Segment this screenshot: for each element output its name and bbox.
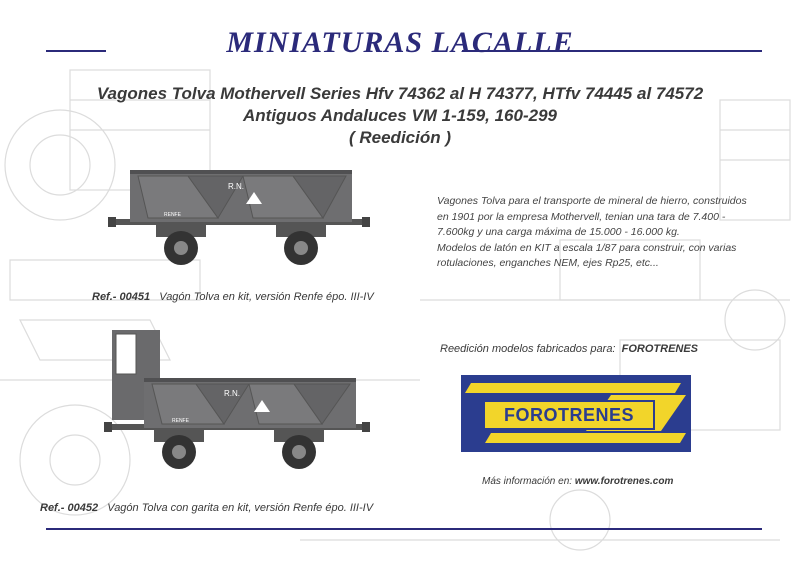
logo-text: FOROTRENES: [483, 400, 655, 430]
wagon-rn-marking: R.N.: [228, 182, 244, 191]
product-ref-label: Ref.- 00451: [92, 291, 151, 303]
product-caption: Vagón Tolva con garita en kit, versión Renfe épo. III-IV: [107, 502, 374, 514]
page-title-line-1: Vagones Tolva Mothervell Series Hfv 74362 al H 74377, HTfv 74445 al 74572: [96, 84, 704, 103]
product-ref-00451: [92, 291, 374, 303]
reedition-label: Reedición modelos fabricados para:: [440, 343, 616, 355]
product-ref-00452: [40, 502, 373, 514]
page-title-line-3: ( Reedición ): [348, 128, 451, 147]
wagon-rn-marking: R.N.: [224, 389, 240, 398]
more-info-label: Más información en:: [482, 476, 573, 487]
hopper-wagon-cabin-image: [104, 330, 384, 480]
description-paragraph-1: Vagones Tolva para el transporte de mineral de hierro, construidos en 1901 por la empresa Mothervell, tenian una tara de 7.400 - 7.600kg y una carga máxima de 15.000 - 16.000 kg.: [437, 195, 747, 238]
website-link[interactable]: www.forotrenes.com: [574, 476, 674, 487]
product-ref-label: Ref.- 00452: [40, 502, 99, 514]
description-paragraph-2: Modelos de latón en KIT a escala 1/87 para construir, con varias rotulaciones, enganches NEM, ejes Rp25, etc...: [437, 241, 737, 269]
page-title-line-2: Antiguos Andaluces VM 1-159, 160-299: [243, 106, 557, 125]
wagon-renfe-marking: RENFE: [172, 418, 189, 424]
product-caption: Vagón Tolva en kit, versión Renfe épo. III-IV: [159, 291, 374, 303]
description: [437, 194, 757, 272]
footer-rule: [46, 528, 762, 530]
reedition-company: FOROTRENES: [621, 343, 699, 355]
reedition-note: [440, 343, 698, 355]
more-info: [482, 476, 673, 487]
hopper-wagon-image: [108, 162, 378, 272]
brand-title: MINIATURAS LACALLE: [226, 26, 574, 59]
wagon-renfe-marking: RENFE: [164, 212, 181, 218]
